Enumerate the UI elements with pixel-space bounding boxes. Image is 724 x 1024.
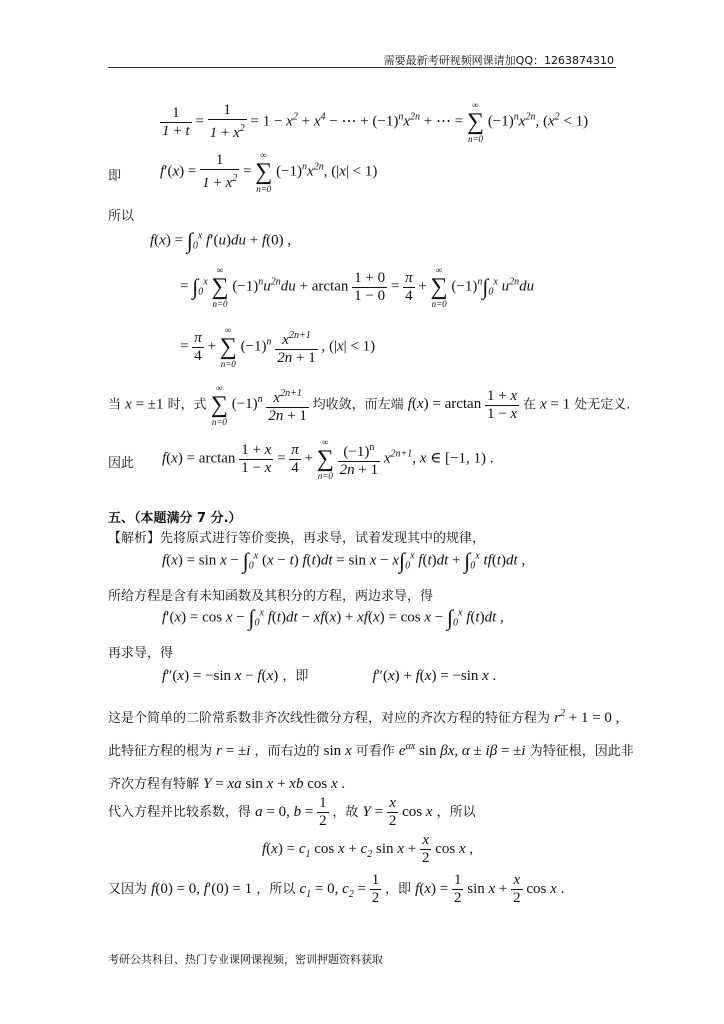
paragraph-particular: 齐次方程有特解 Y = xa sin x + xb cos x . [108, 776, 346, 792]
label-ji2: ，即 [282, 669, 309, 684]
text-roots-c: 可看作 [355, 744, 395, 759]
text-coeff-c: ，所以 [436, 804, 476, 820]
formula-second-derivative: f″(x) = −sin x − f(x) ，即 f″(x) + f(x) = −sin x . [162, 668, 497, 684]
formula-derivative-series: f′(x) = $\frac{1}{1 + x^2}$ = ∞ ∑ n=0 $(-1)^nx^{2n}$, (|x| < 1) [160, 150, 378, 194]
paragraph-coefficients: 代入方程并比较系数，得 a = 0, b = $\frac{1}{2}$ ，故 Y = $\frac{x}{2}$ cos x ，所以 [108, 795, 476, 829]
section-title: 五、（本题满分 7 分.） [108, 511, 242, 526]
formula-series-expansion: $\frac{1}{1 + t}$ = $\frac{1}{1 + x^2}$ = $1 - x^2 + x^4$ − ⋯ + $(-1)^nx^{2n}$ + ⋯ = ∞ ∑ n=0 $(-1)^nx^{2n}$, $(x^2 < 1)$ [162, 100, 589, 144]
label-zaiqiudao: 再求导，得 [108, 646, 174, 661]
text-roots-b: ，而右边的 [254, 744, 320, 759]
text-roots-d: 为特征根，因此非 [529, 744, 634, 759]
paragraph-convergence: 当 x = ±1 时，式 ∞ ∑ n=0 $(-1)^n$ $\frac{x^{2n+1}}{2n + 1}$ 均收敛，而左端 f(x) = arctan $\frac{1 + x}{1 - x}$ 在 x = 1 处无定义. [108, 383, 631, 427]
text-final-b: ，所以 [256, 881, 296, 897]
label-suoyi: 所以 [108, 209, 135, 224]
formula-result-series: = $\frac{\pi}{4}$ + ∞ ∑ n=0 $(-1)^n$ $\frac{x^{2n+1}}{2n + 1}$ , (|x| < 1) [180, 325, 376, 369]
text-coeff-b: ，故 [332, 804, 359, 820]
page-footer: 考研公共科目、热门专业课网课视频，密训押题资料获取 [108, 953, 383, 966]
label-ji: 即 [108, 169, 122, 184]
formula-final-arctan: f(x) = arctan $\frac{1 + x}{1 - x}$ = $\frac{\pi}{4}$ + ∞ ∑ n=0 $\frac{(-1)^n}{2n + 1}$ $x^{2n+1}$, x ∈ [−1, 1) . [162, 437, 494, 481]
paragraph-roots: 此特征方程的根为 r = ±i ，而右边的 sin x 可看作 $e^{\alpha x}$ sin βx, α ± iβ = ±i 为特征根，因此非 [108, 741, 634, 759]
label-dang-end: 处无定义. [574, 397, 631, 413]
text-final-c: ，即 [385, 881, 412, 897]
formula-integral-form: $f(x) = \int_0^x$ f′(u)du + f(0) , [150, 228, 292, 253]
label-dang-mid3: 在 [522, 397, 536, 413]
paragraph-ode-type: 这是个简单的二阶常系数非齐次线性微分方程，对应的齐次方程的特征方程为 $r^2 + 1 = 0$ , [108, 708, 620, 726]
text-roots-a: 此特征方程的根为 [108, 744, 213, 759]
text-particular: 齐次方程有特解 [108, 777, 200, 792]
paragraph-differentiate: 所给方程是含有未知函数及其积分的方程，两边求导，得 [108, 589, 434, 604]
formula-fprime-cos: $f'(x) = \cos x - \int_0^x$ $f(t)dt - xf(x) + xf(x) = \cos x - \int_0^x$ f(t)dt , [162, 605, 504, 630]
label-dang-mid1: 时，式 [167, 397, 207, 413]
label-yinci: 因此 [108, 456, 135, 471]
paragraph-initial-conditions: 又因为 f(0) = 0, f′(0) = 1 ，所以 $c_1 = 0$, $c_2$ = $\frac{1}{2}$ ，即 f(x) = $\frac{1}{2}$ sin x + $\frac{x}{2}$ cos x . [108, 872, 565, 906]
text-coeff-a: 代入方程并比较系数，得 [108, 804, 252, 820]
formula-integral-expanded: = $\int_0^x$ ∞ ∑ n=0 $(-1)^nu^{2n}du + \arctan$ $\frac{1 + 0}{1 - 0}$ = $\frac{\pi}{4}$ + ∞ ∑ n=0 $(-1)^n\int_0^x$ $u^{2n}du$ [180, 265, 535, 309]
paragraph-jiexi: 【解析】先将原式进行等价变换，再求导，试着发现其中的规律， [108, 531, 486, 546]
label-dang: 当 [108, 397, 122, 413]
page-header: 需要最新考研视频网课请加QQ：1263874310 [383, 54, 614, 67]
label-dang-mid2: 均收敛，而左端 [312, 397, 404, 413]
text-ode-type: 这是个简单的二阶常系数非齐次线性微分方程，对应的齐次方程的特征方程为 [108, 711, 551, 726]
formula-fx-sin: $f(x) = \sin x - \int_0^x$ (x − t) $f(t)dt = \sin x - x\int_0^x$ $f(t)dt + \int_0^x$ tf(t)dt , [162, 548, 526, 573]
formula-general-solution: $f(x) = c_1$ $\cos x + c_2$ sin x + $\frac{x}{2}$ cos x , [262, 832, 474, 866]
text-final-a: 又因为 [108, 881, 148, 897]
header-rule [108, 67, 616, 68]
